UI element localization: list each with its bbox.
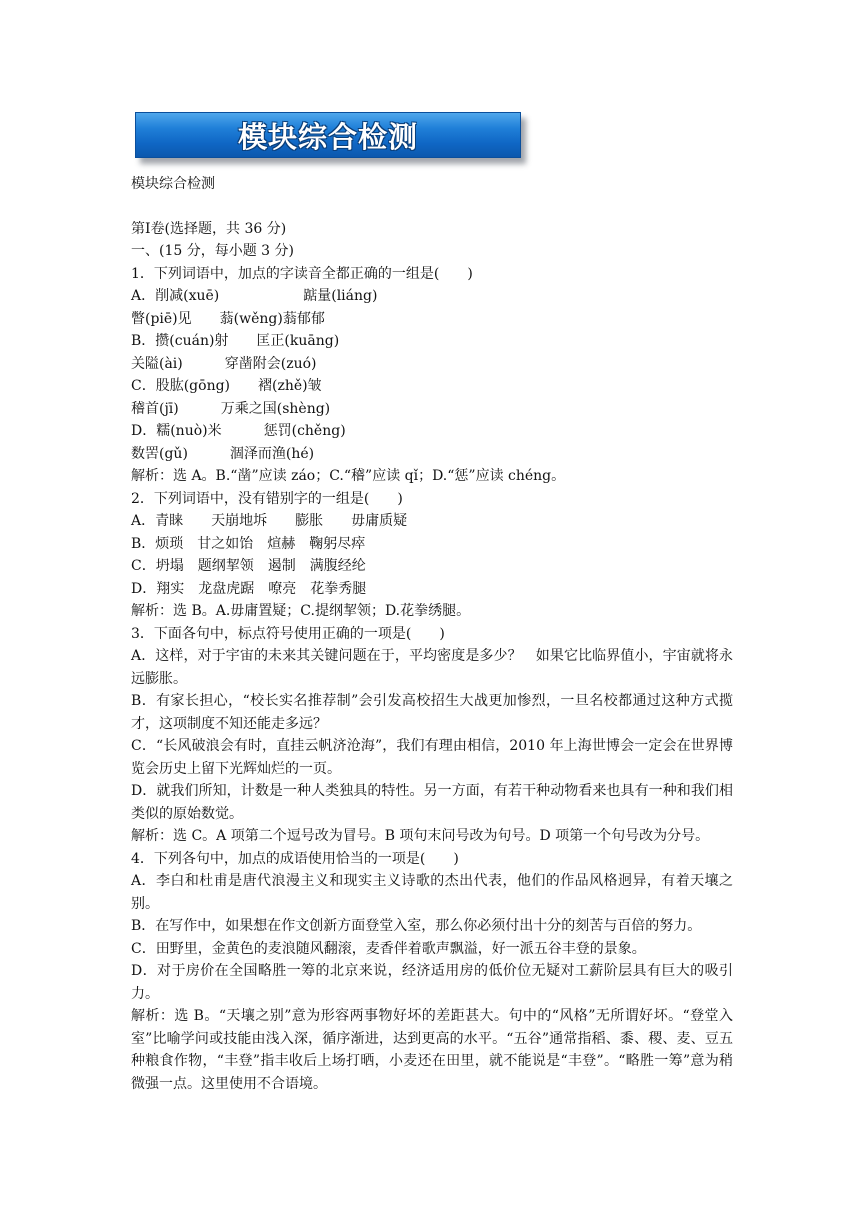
question-2-option: A．青睐 天崩地坼 膨胀 毋庸质疑: [131, 513, 408, 529]
question-4-option: A．李白和杜甫是唐代浪漫主义和现实主义诗歌的杰出代表，他们的作品风格迥异，有着天壤之别。: [131, 873, 733, 912]
question-4-option: D．对于房价在全国略胜一筹的北京来说，经济适用房的低价位无疑对工薪阶层具有巨大的吸引力。: [131, 963, 733, 1002]
question-3-stem: 3．下面各句中，标点符号使用正确的一项是( ): [131, 625, 445, 642]
question-2-stem: 2．下列词语中，没有错别字的一组是( ): [131, 490, 403, 507]
part-header: 一、(15 分，每小题 3 分): [131, 243, 294, 259]
question-4-option: C．田野里，金黄色的麦浪随风翻滚，麦香伴着歌声飘溢，好一派五谷丰登的景象。: [131, 940, 646, 957]
document-body: [131, 173, 733, 1095]
question-1-line: D．糯(nuò)米 惩罚(chěng): [131, 423, 346, 439]
question-1-line: 数罟(gǔ) 涸泽而渔(hé): [131, 445, 315, 462]
question-1-line: 关隘(ài) 穿凿附会(zuó): [131, 355, 317, 372]
module-banner: [135, 112, 521, 158]
question-3-option: C．“长风破浪会有时，直挂云帆济沧海”，我们有理由相信，2010 年上海世博会一定会在世界博览会历史上留下光辉灿烂的一页。: [131, 738, 733, 777]
question-1-line: A．削减(xuē) 踮量(liáng): [131, 288, 378, 304]
question-1-line: 瞥(piē)见 蓊(wěng)蓊郁郁: [131, 310, 325, 327]
question-1-line: 稽首(jī) 万乘之国(shèng): [131, 400, 331, 417]
question-1-line: C．股肱(gōng) 褶(zhě)皱: [131, 378, 322, 394]
question-2-option: D．翔实 龙盘虎踞 嘹亮 花拳秀腿: [131, 580, 367, 597]
question-4-analysis: 解析：选 B。“天壤之别”意为形容两事物好坏的差距甚大。句中的“风格”无所谓好坏。“登堂入室”比喻学问或技能由浅入深，循序渐进，达到更高的水平。“五谷”通常指稻、黍、稷、麦、豆五种粮食作物，“丰登”指丰收后上场打晒，小麦还在田里，就不能说是“丰登”。“略胜一筹”意为稍微强一点。这里使用不合语境。: [131, 1008, 733, 1092]
question-3-option: B．有家长担心，“校长实名推荐制”会引发高校招生大战更加惨烈，一旦名校都通过这种方式揽才，这项制度不知还能走多远？: [131, 693, 733, 732]
section-header: 第Ⅰ卷(选择题，共 36 分): [131, 220, 287, 237]
doc-title: 模块综合检测: [131, 176, 215, 192]
question-3-analysis: 解析：选 C。A 项第二个逗号改为冒号。B 项句末问号改为句号。D 项第一个句号改为分号。: [131, 828, 710, 844]
question-1-line: B．攒(cuán)射 匡正(kuāng): [131, 333, 340, 349]
banner-title: 模块综合检测: [237, 119, 418, 154]
question-1-analysis: 解析：选 A。B.“凿”应读 záo；C.“稽”应读 qǐ；D.“惩”应读 chéng。: [131, 468, 566, 484]
question-4-stem: 4．下列各句中，加点的成语使用恰当的一项是( ): [131, 850, 459, 867]
question-2-option: B．烦琐 甘之如饴 煊赫 鞠躬尽瘁: [131, 535, 366, 552]
question-4-option: B．在写作中，如果想在作文创新方面登堂入室，那么你必须付出十分的刻苦与百倍的努力。: [131, 918, 702, 934]
question-2-analysis: 解析：选 B。A.毋庸置疑；C.提纲挈领；D.花拳绣腿。: [131, 603, 471, 619]
question-3-option: D．就我们所知，计数是一种人类独具的特性。另一方面，有若干种动物看来也具有一种和我们相类似的原始数觉。: [131, 783, 733, 822]
question-3-option: A．这样，对于宇宙的未来其关键问题在于，平均密度是多少？ 如果它比临界值小，宇宙就将永远膨胀。: [131, 648, 733, 687]
question-2-option: C．坍塌 题纲挈领 遏制 满腹经纶: [131, 558, 366, 574]
question-1-stem: 1．下列词语中，加点的字读音全都正确的一组是( ): [131, 265, 473, 282]
